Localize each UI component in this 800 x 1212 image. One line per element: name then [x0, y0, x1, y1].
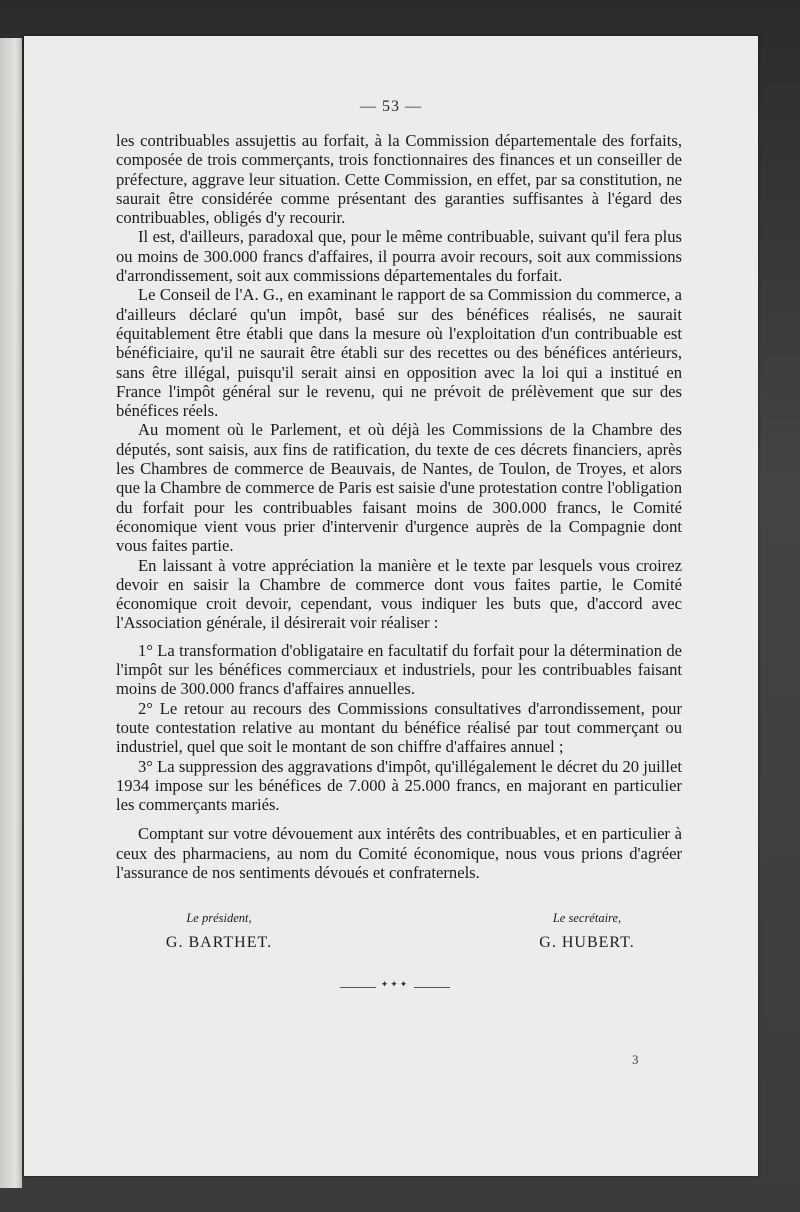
- closing-paragraph: Comptant sur votre dévouement aux intérêts des contribuables, et en particulier à ceux des pharmaciens, au nom du Comité économique, nous vous prions d'agréer l'assurance de nos sentiments dévoués et confraternels.: [116, 824, 682, 882]
- signature-role: Le président,: [186, 911, 252, 925]
- paragraph: En laissant à votre appréciation la manière et le texte par lesquels vous croirez devoir en saisir la Chambre de commerce dont vous faites partie, le Comité économique croit devoir, cependant, vous indiquer les buts que, d'accord avec l'Association générale, il désirerait voir réaliser :: [116, 555, 682, 633]
- signature-president: [154, 911, 284, 952]
- paragraph-continuation: les contribuables assujettis au forfait, à la Commission départementale des forfaits, composée de trois commerçants, trois fonctionnaires des finances et un conseiller de préfecture, aggrave leur situation. Cette Commission, en effet, par sa constitution, ne saurait être considérée comme présentant des garanties suffisantes à l'égard des contribuables, obligés d'y recourir.: [116, 131, 682, 228]
- separator-ornament: ✦✦✦: [376, 979, 414, 990]
- list-item-3: 3° La suppression des aggravations d'impôt, qu'illégalement le décret du 20 juillet 1934 impose sur les bénéfices de 7.000 à 25.000 francs, en majorant en particulier les commerçants mariés.: [116, 756, 682, 815]
- sheet-signature-mark: 3: [632, 1052, 639, 1067]
- signature-role: Le secrétaire,: [552, 911, 622, 925]
- list-item-2: 2° Le retour au recours des Commissions consultatives d'arrondissement, pour toute contestation relative au montant du bénéfice réalisé par tout commerçant ou industriel, quel que soit le montant de son chiffre d'affaires annuel ;: [116, 698, 682, 757]
- document-page: [24, 36, 758, 1176]
- body-text: [116, 131, 682, 882]
- paragraph: Il est, d'ailleurs, paradoxal que, pour le même contribuable, suivant qu'il fera plus ou moins de 300.000 francs d'affaires, il pourra avoir recours, soit aux commissions d'arrondissement, soit aux commissions départementales du forfait.: [116, 227, 682, 286]
- page-number: — 53 —: [360, 98, 422, 115]
- signature-name: G. HUBERT.: [539, 934, 635, 951]
- signature-secretary: [522, 911, 652, 952]
- signature-name: G. BARTHET.: [165, 934, 273, 951]
- list-item-1: 1° La transformation d'obligataire en facultatif du forfait pour la détermination de l'impôt sur les bénéfices commerciaux et industriels, pour les contribuables faisant moins de 300.000 francs d'affaires annuelles.: [116, 640, 682, 699]
- paragraph: Au moment où le Parlement, et où déjà les Commissions de la Chambre des députés, sont saisis, aux fins de ratification, du texte de ces décrets financiers, après les Chambres de commerce de Beauvais, de Nantes, de Toulon, de Troyes, et alors que la Chambre de commerce de Paris est saisie d'une protestation contre l'obligation du forfait pour les contribuables faisant moins de 300.000 francs, le Comité économique vient vous prier d'intervenir d'urgence auprès de la Compagnie dont vous faites partie.: [116, 420, 682, 556]
- ornamental-separator: [340, 979, 450, 992]
- paragraph: Le Conseil de l'A. G., en examinant le rapport de sa Commission du commerce, a d'ailleurs déclaré qu'un impôt, basé sur des bénéfices réalisés, ne saurait équitablement être établi que dans la mesure où l'exploitation d'un contribuable est bénéficiaire, qu'il ne saurait être établi sur des recettes ou des bénéfices antérieurs, sans être illégal, puisqu'il serait ainsi en opposition avec la loi qui a institué en France l'impôt général sur le revenu, qui ne prévoit de prélèvement que sur des bénéfices réels.: [116, 285, 682, 421]
- facing-page-edge: [0, 38, 22, 1188]
